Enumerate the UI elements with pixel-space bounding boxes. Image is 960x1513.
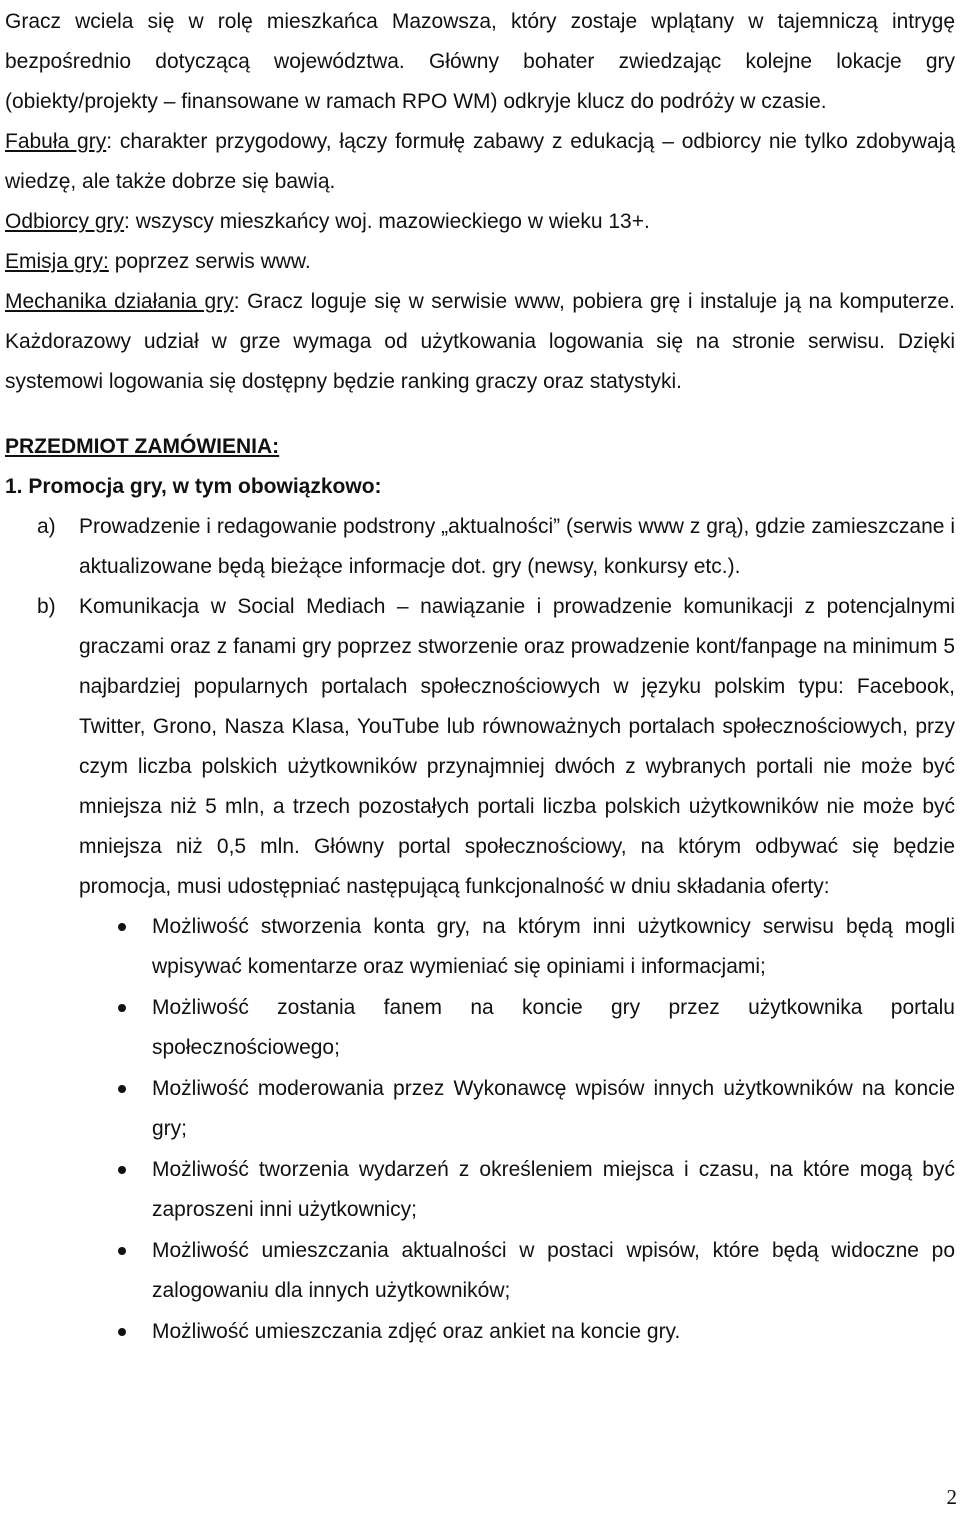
list-item-text: Prowadzenie i redagowanie podstrony „aktualności” (serwis www z grą), gdzie zamieszczane i aktualizowane będą bieżące informacje dot. gry (newsy, konkursy etc.). [79,515,955,578]
emisja-paragraph [5,242,955,282]
fabula-label: Fabuła gry [5,130,107,153]
bullet-item [5,1231,955,1311]
bullet-dot-icon [5,907,152,987]
emisja-label: Emisja gry: [5,250,109,273]
bullet-item [5,907,955,987]
odbiorcy-paragraph [5,202,955,242]
bullet-dot-icon [5,1231,152,1311]
odbiorcy-text: : wszyscy mieszkańcy woj. mazowieckiego w wieku 13+. [124,210,650,233]
bullet-text: Możliwość zostania fanem na koncie gry przez użytkownika portalu społecznościowego; [152,996,955,1059]
emisja-text: poprzez serwis www. [108,250,311,273]
bullet-text: Możliwość moderowania przez Wykonawcę wpisów innych użytkowników na koncie gry; [152,1077,955,1140]
bullet-text: Możliwość tworzenia wydarzeń z określeniem miejsca i czasu, na które mogą być zaproszeni inni użytkownicy; [152,1158,955,1221]
list-marker: a) [37,515,56,538]
bullet-text: Możliwość umieszczania aktualności w postaci wpisów, które będą widoczne po zalogowaniu dla innych użytkowników; [152,1239,955,1302]
bullet-dot-icon [5,1069,152,1149]
fabula-text: : charakter przygodowy, łączy formułę zabawy z edukacją – odbiorcy nie tylko zdobywają wiedzę, ale także dobrze się bawią. [5,130,955,193]
mechanika-label: Mechanika działania gry [5,290,234,313]
bullet-item [5,1312,955,1352]
bullet-dot-icon [5,1312,152,1352]
bullet-item [5,988,955,1068]
bullet-text: Możliwość stworzenia konta gry, na którym inni użytkownicy serwisu będą mogli wpisywać komentarze oraz wymieniać się opiniami i informacjami; [152,915,955,978]
document-page [5,0,955,1513]
intro-paragraph: Gracz wciela się w rolę mieszkańca Mazowsza, który zostaje wplątany w tajemniczą intrygę bezpośrednio dotyczącą województwa. Główny bohater zwiedzając kolejne lokacje gry (obiekty/projekty – finansowane w ramach RPO WM) odkryje klucz do podróży w czasie. [5,10,955,113]
list-item-a [5,507,955,587]
odbiorcy-label: Odbiorcy gry [5,210,125,233]
bullet-dot-icon [5,988,152,1068]
section-title: 1. Promocja gry, w tym obowiązkowo: [5,475,382,498]
list-item-b [5,587,955,907]
list-marker: b) [37,595,56,618]
bullet-dot-icon [5,1150,152,1230]
bullet-text: Możliwość umieszczania zdjęć oraz ankiet na koncie gry. [152,1320,681,1343]
mechanika-paragraph [5,282,955,402]
order-heading: PRZEDMIOT ZAMÓWIENIA: [5,435,280,458]
bullet-item [5,1069,955,1149]
bullet-item [5,1150,955,1230]
mechanika-text: : Gracz loguje się w serwisie www, pobiera grę i instaluje ją na komputerze. Każdorazowy udział w grze wymaga od użytkowania logowania się na stronie serwisu. Dzięki systemowi logowania się dostępny będzie ranking graczy oraz statystyki. [5,290,955,393]
page-number: 2 [946,1485,957,1509]
fabula-paragraph [5,122,955,202]
bullet-list [5,907,955,1352]
list-item-text: Komunikacja w Social Mediach – nawiązanie i prowadzenie komunikacji z potencjalnymi graczami oraz z fanami gry poprzez stworzenie oraz prowadzenie kont/fanpage na minimum 5 najbardziej popularnych portalach społecznościowych w języku polskim typu: Facebook, Twitter, Grono, Nasza Klasa, YouTube lub równoważnych portalach społecznościowych, przy czym liczba polskich użytkowników przynajmniej dwóch z wybranych portali nie może być mniejsza niż 5 mln, a trzech pozostałych portali liczba polskich użytkowników nie może być mniejsza niż 0,5 mln. Główny portal społecznościowy, na którym odbywać się będzie promocja, musi udostępniać następującą funkcjonalność w dniu składania oferty: [79,595,955,898]
